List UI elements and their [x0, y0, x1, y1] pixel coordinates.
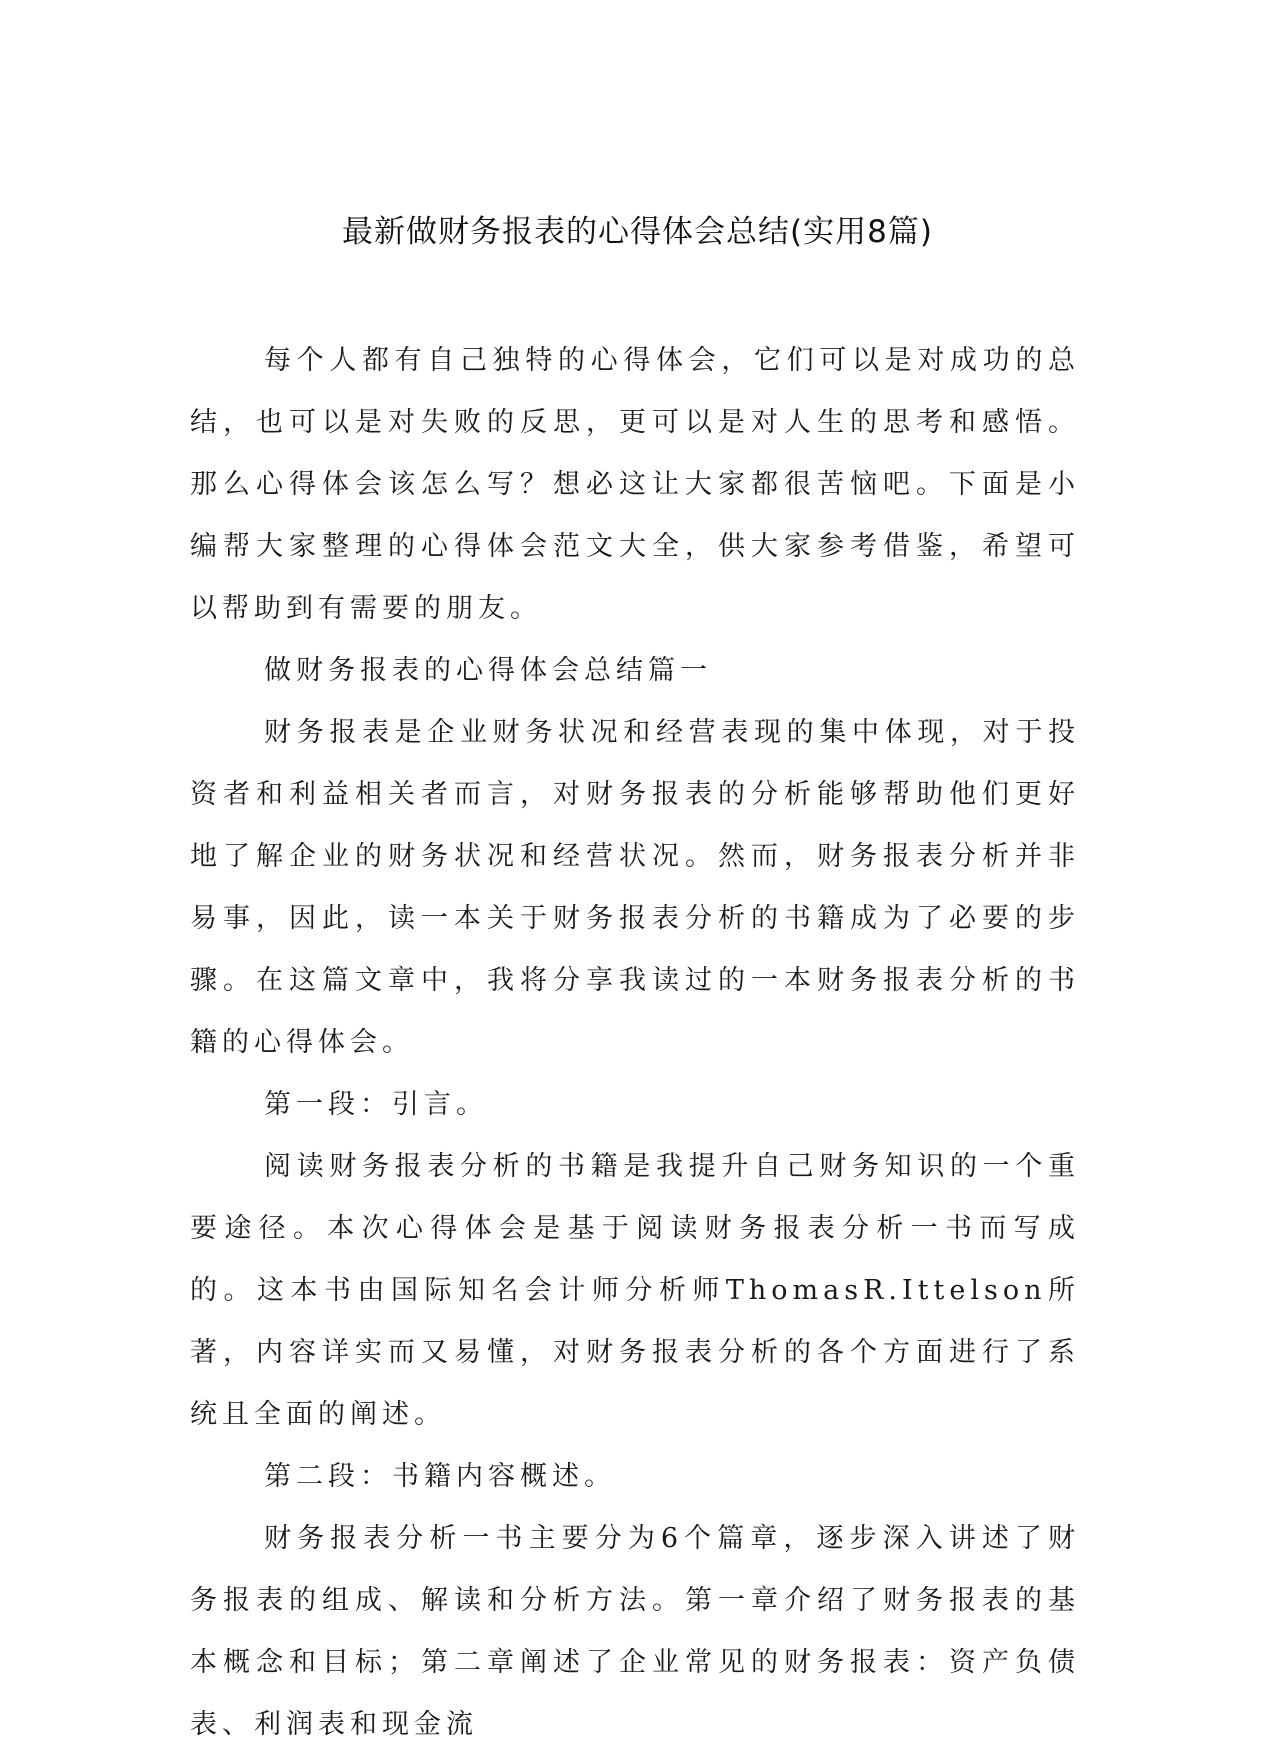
- body-paragraph: 阅读财务报表分析的书籍是我提升自己财务知识的一个重要途径。本次心得体会是基于阅读财务报表分析一书而写成的。这本书由国际知名会计师分析师ThomasR.Ittelson所著，内容详实而又易懂，对财务报表分析的各个方面进行了系统且全面的阐述。: [190, 1151, 1080, 1430]
- intro-paragraph: 每个人都有自己独特的心得体会，它们可以是对成功的总结，也可以是对失败的反思，更可以是对人生的思考和感悟。那么心得体会该怎么写？想必这让大家都很苦恼吧。下面是小编帮大家整理的心得体会范文大全，供大家参考借鉴，希望可以帮助到有需要的朋友。: [190, 345, 1080, 624]
- subsection-heading: 第一段：引言。: [264, 1089, 488, 1120]
- subsection-heading: 第二段：书籍内容概述。: [264, 1461, 616, 1492]
- body-paragraph: 财务报表是企业财务状况和经营表现的集中体现，对于投资者和利益相关者而言，对财务报表的分析能够帮助他们更好地了解企业的财务状况和经营状况。然而，财务报表分析并非易事，因此，读一本关于财务报表分析的书籍成为了必要的步骤。在这篇文章中，我将分享我读过的一本财务报表分析的书籍的心得体会。: [190, 717, 1080, 1058]
- document-title: 最新做财务报表的心得体会总结(实用8篇): [342, 214, 933, 250]
- document-body: [190, 330, 1080, 1756]
- body-paragraph: 财务报表分析一书主要分为6个篇章，逐步深入讲述了财务报表的组成、解读和分析方法。第一章介绍了财务报表的基本概念和目标；第二章阐述了企业常见的财务报表：资产负债表、利润表和现金流: [190, 1523, 1080, 1740]
- section-heading: 做财务报表的心得体会总结篇一: [264, 655, 712, 686]
